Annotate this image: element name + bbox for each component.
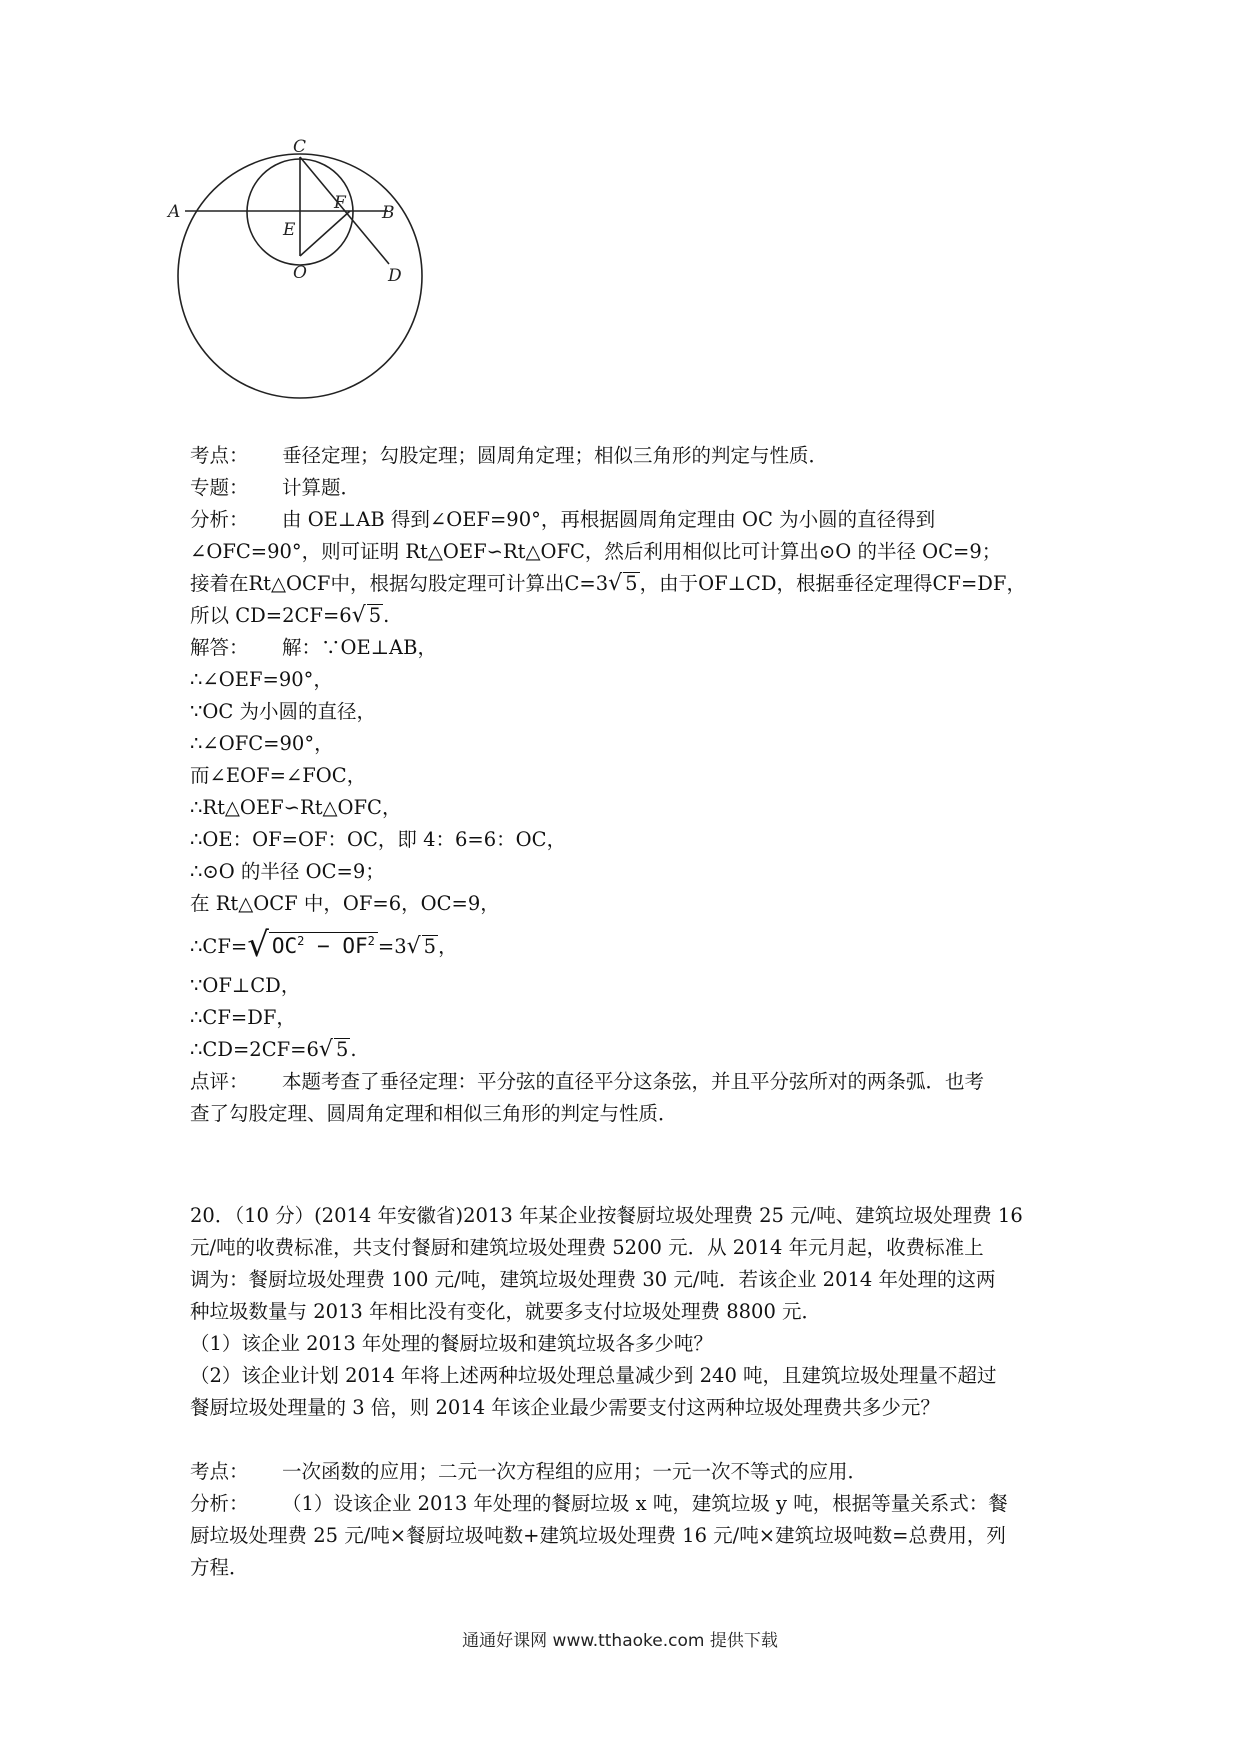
solution-step: ∴Rt△OEF∽Rt△OFC， [190,796,402,819]
question-part-1: （1）该企业 2013 年处理的餐厨垃圾和建筑垃圾各多少吨？ [190,1332,713,1355]
jieda-label: 解答： [190,636,249,659]
label-b: B [382,203,395,223]
label-e: E [283,220,296,240]
segment-of [300,211,350,256]
kaodian-text: 垂径定理；勾股定理；圆周角定理；相似三角形的判定与性质． [282,444,829,467]
sqrt-radicand: 5 [368,604,382,627]
dianping-label: 点评： [190,1070,249,1093]
kaodian-label: 考点： [190,1460,249,1483]
kaodian-row [190,1456,1070,1488]
sqrt-sign: √ [247,925,269,965]
fenxi-line-4b: . [383,604,390,627]
solution-step: 而∠EOF=∠FOC， [190,764,367,787]
kaodian-row [190,440,1070,472]
cf-prefix: ∴CF= [190,935,248,958]
zhuanti-row [190,472,1070,504]
solution-step: ∵OF⊥CD， [190,974,301,997]
solution-19 [190,440,1070,1130]
solution-step: ∴∠OEF=90°， [190,668,333,691]
solution-step: ∴⊙O 的半径 OC=9； [190,860,385,883]
question-line: 20．（10 分）(2014 年安徽省)2013 年某企业按餐厨垃圾处理费 25 元/吨、建筑垃圾处理费 16 [190,1204,1023,1227]
question-20 [190,1200,1070,1424]
question-line: 餐厨垃圾处理量的 3 倍，则 2014 年该企业最少需要支付这两种垃圾处理费共多少元？ [190,1396,940,1419]
fenxi-line-3 [190,568,1070,600]
fenxi-line-1: （1）设该企业 2013 年处理的餐厨垃圾 x 吨，建筑垃圾 y 吨，根据等量关系式：餐 [282,1492,1008,1515]
solution-step: ∴OE：OF=OF：OC，即 4：6=6：OC， [190,828,567,851]
exponent: 2 [367,934,375,948]
fenxi-line-4a: 所以 CD=2CF=6 [190,604,352,627]
label-c: C [293,137,307,157]
cf-result: =3 [377,935,407,958]
solution-step: 在 Rt△OCF 中，OF=6，OC=9， [190,892,500,915]
cd-prefix: ∴CD=2CF=6 [190,1038,319,1061]
question-line: 种垃圾数量与 2013 年相比没有变化，就要多支付垃圾处理费 8800 元． [190,1300,822,1323]
question-part-2: （2）该企业计划 2014 年将上述两种垃圾处理总量减少到 240 吨，且建筑垃圾处理量不超过 [190,1364,997,1387]
fenxi-line-3b: ，由于OF⊥CD，根据垂径定理得CF=DF， [639,572,1026,595]
question-line: 元/吨的收费标准，共支付餐厨和建筑垃圾处理费 5200 元．从 2014 年元月起，收费标准上 [190,1236,984,1259]
sqrt-radicand: 5 [423,935,437,958]
label-o: O [293,263,307,283]
cd-suffix: . [350,1038,357,1061]
fenxi-row [190,504,1070,536]
fenxi-line-3a: 接着在Rt△OCF中，根据勾股定理可计算出C=3 [190,572,609,595]
exponent: 2 [297,934,305,948]
comma: ， [438,935,458,958]
fenxi-line-3: 方程． [190,1556,249,1579]
solution-step: ∴CF=DF， [190,1006,296,1029]
sqrt-sign: √ [351,603,366,628]
dianping-line-2: 查了勾股定理、圆周角定理和相似三角形的判定与性质． [190,1102,678,1125]
sqrt-radicand: 5 [625,572,638,595]
solution-step: ∵OC 为小圆的直径， [190,700,377,723]
sqrt-radicand: 5 [335,1038,349,1061]
cf-radicand [269,932,378,960]
fenxi-line-1: 由 OE⊥AB 得到∠OEF=90°，再根据圆周角定理由 OC 为小圆的直径得到 [282,508,936,531]
sqrt-sign: √ [318,1037,333,1062]
radicand-oc: OC [271,934,298,958]
label-d: D [388,266,402,286]
jieda-line-1: 解：∵OE⊥AB， [282,636,437,659]
label-a: A [168,202,181,222]
kaodian-text: 一次函数的应用；二元一次方程组的应用；一元一次不等式的应用． [282,1460,868,1483]
fenxi-label: 分析： [190,508,249,531]
fenxi-line-2: ∠OFC=90°，则可证明 Rt△OEF∽Rt△OFC，然后利用相似比可计算出⊙O 的半径 OC=9； [190,540,1002,563]
sqrt-sign: √ [406,934,421,959]
fenxi-line-2: 厨垃圾处理费 25 元/吨×餐厨垃圾吨数+建筑垃圾处理费 16 元/吨×建筑垃圾吨数=总费用，列 [190,1524,1006,1547]
page-footer: 通通好课网 www.tthaoke.com 提供下载 [462,1631,778,1651]
circle-geometry-figure [168,137,480,420]
question-line: 调为：餐厨垃圾处理费 100 元/吨，建筑垃圾处理费 30 元/吨．若该企业 2014 年处理的这两 [190,1268,996,1291]
fenxi-label: 分析： [190,1492,249,1515]
cd-formula [190,1034,1070,1066]
kaodian-label: 考点： [190,444,249,467]
cf-formula [190,920,1070,970]
sqrt-sign: √ [608,571,623,596]
fenxi-row [190,1488,1070,1520]
solution-step: ∴∠OFC=90°， [190,732,334,755]
solution-20 [190,1456,1070,1584]
label-f: F [334,193,346,213]
jieda-row [190,632,1070,664]
radicand-of: − OF [304,934,368,958]
dianping-line-1: 本题考查了垂径定理：平分弦的直径平分这条弦，并且平分弦所对的两条弧．也考 [282,1070,985,1093]
zhuanti-text: 计算题． [282,476,361,499]
zhuanti-label: 专题： [190,476,249,499]
dianping-row [190,1066,1070,1098]
fenxi-line-4 [190,600,1070,632]
